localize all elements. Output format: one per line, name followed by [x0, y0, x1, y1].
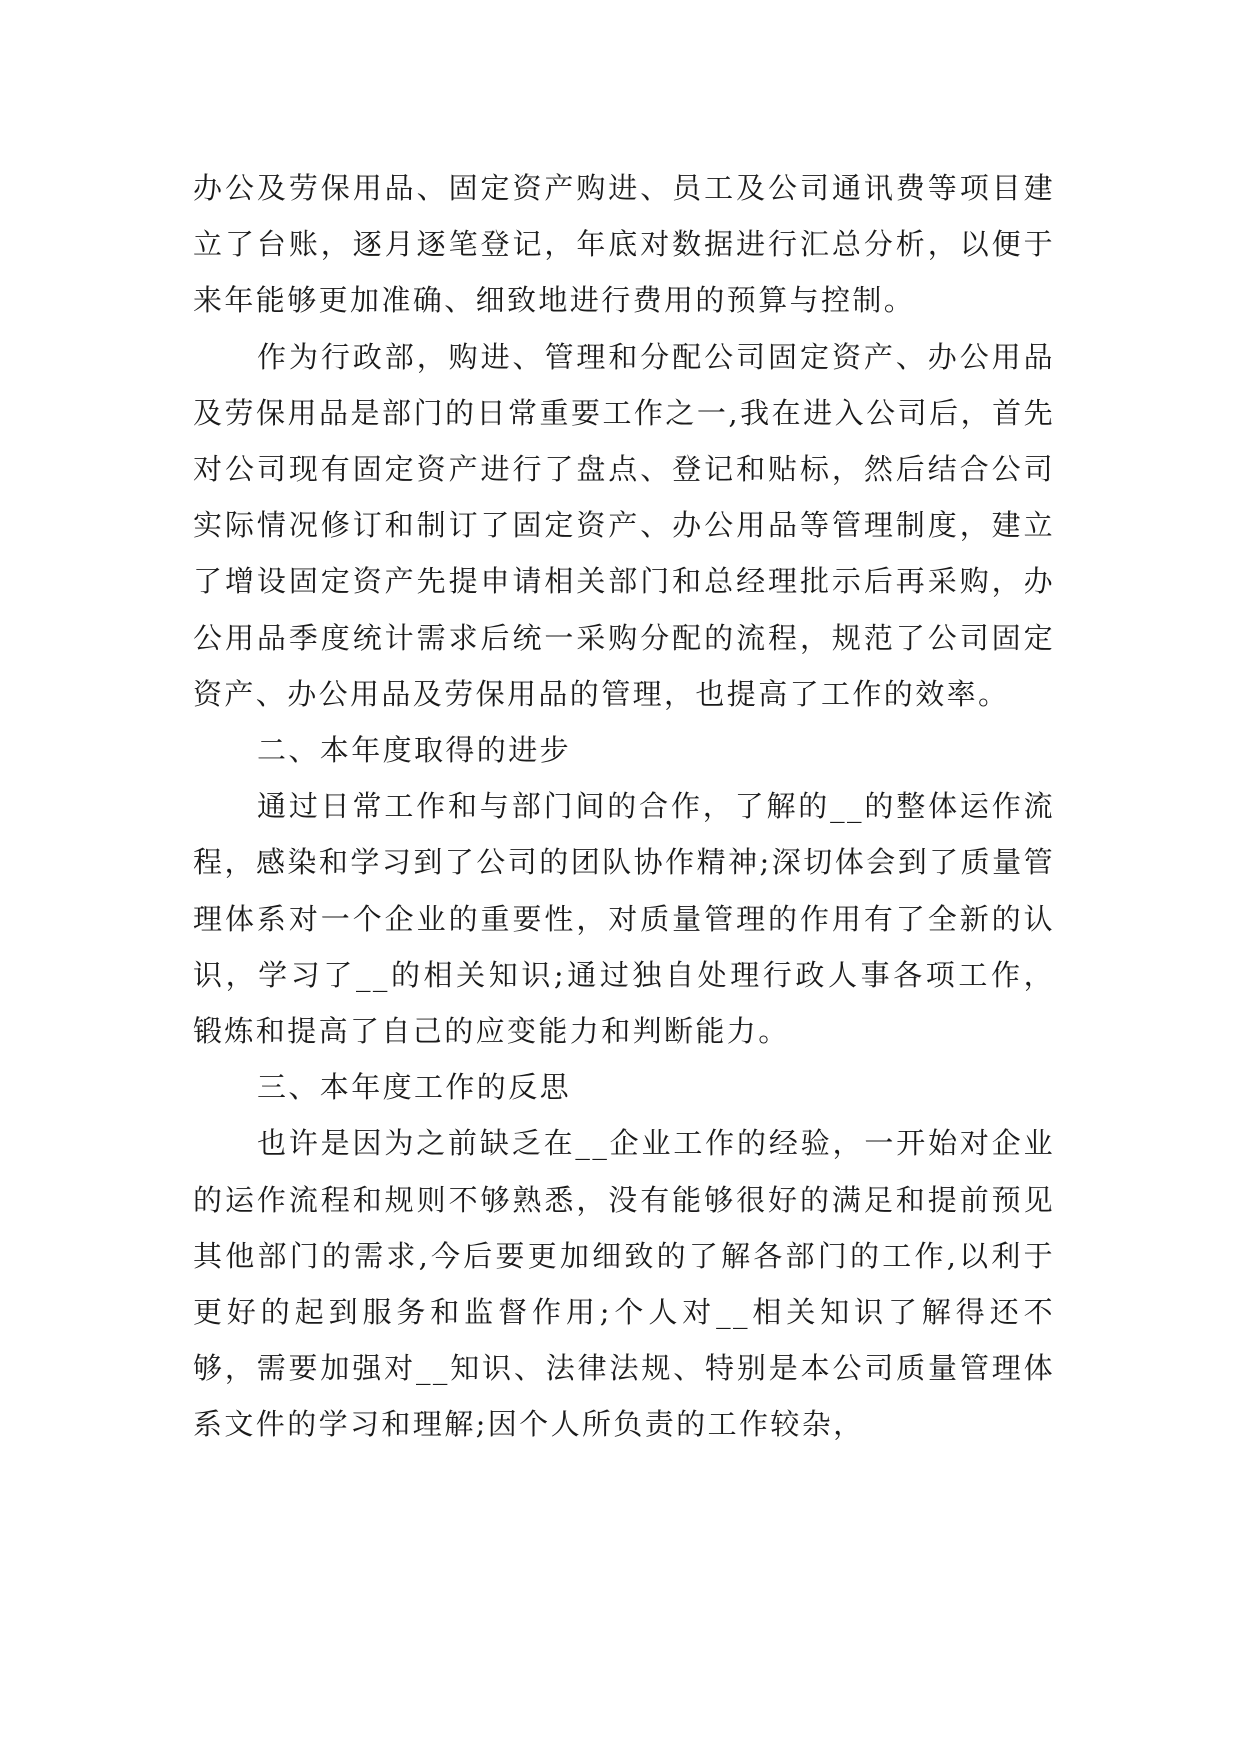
paragraph-3: 通过日常工作和与部门间的合作，了解的__的整体运作流程，感染和学习到了公司的团队协作精神;深切体会到了质量管理体系对一个企业的重要性，对质量管理的作用有了全新的认识，学习了__的相关知识;通过独自处理行政人事各项工作，锻炼和提高了自己的应变能力和判断能力。 [193, 789, 1055, 1049]
paragraph-4: 也许是因为之前缺乏在__企业工作的经验，一开始对企业的运作流程和规则不够熟悉，没有能够很好的满足和提前预见其他部门的需求,今后要更加细致的了解各部门的工作,以利于更好的起到服务和监督作用;个人对__相关知识了解得还不够，需要加强对__知识、法律法规、特别是本公司质量管理体系文件的学习和理解;因个人所负责的工作较杂， [193, 1126, 1055, 1442]
section-heading-progress: 二、本年度取得的进步 [257, 733, 572, 768]
paragraph-2: 作为行政部，购进、管理和分配公司固定资产、办公用品及劳保用品是部门的日常重要工作之一,我在进入公司后，首先对公司现有固定资产进行了盘点、登记和贴标，然后结合公司实际情况修订和制订了固定资产、办公用品等管理制度，建立了增设固定资产先提申请相关部门和总经理批示后再采购，办公用品季度统计需求后统一采购分配的流程，规范了公司固定资产、办公用品及劳保用品的管理，也提高了工作的效率。 [193, 339, 1055, 711]
paragraph-1: 办公及劳保用品、固定资产购进、员工及公司通讯费等项目建立了台账，逐月逐笔登记，年底对数据进行汇总分析，以便于来年能够更加准确、细致地进行费用的预算与控制。 [193, 171, 1055, 318]
document-body [193, 160, 1055, 1453]
section-heading-reflection: 三、本年度工作的反思 [257, 1070, 572, 1105]
